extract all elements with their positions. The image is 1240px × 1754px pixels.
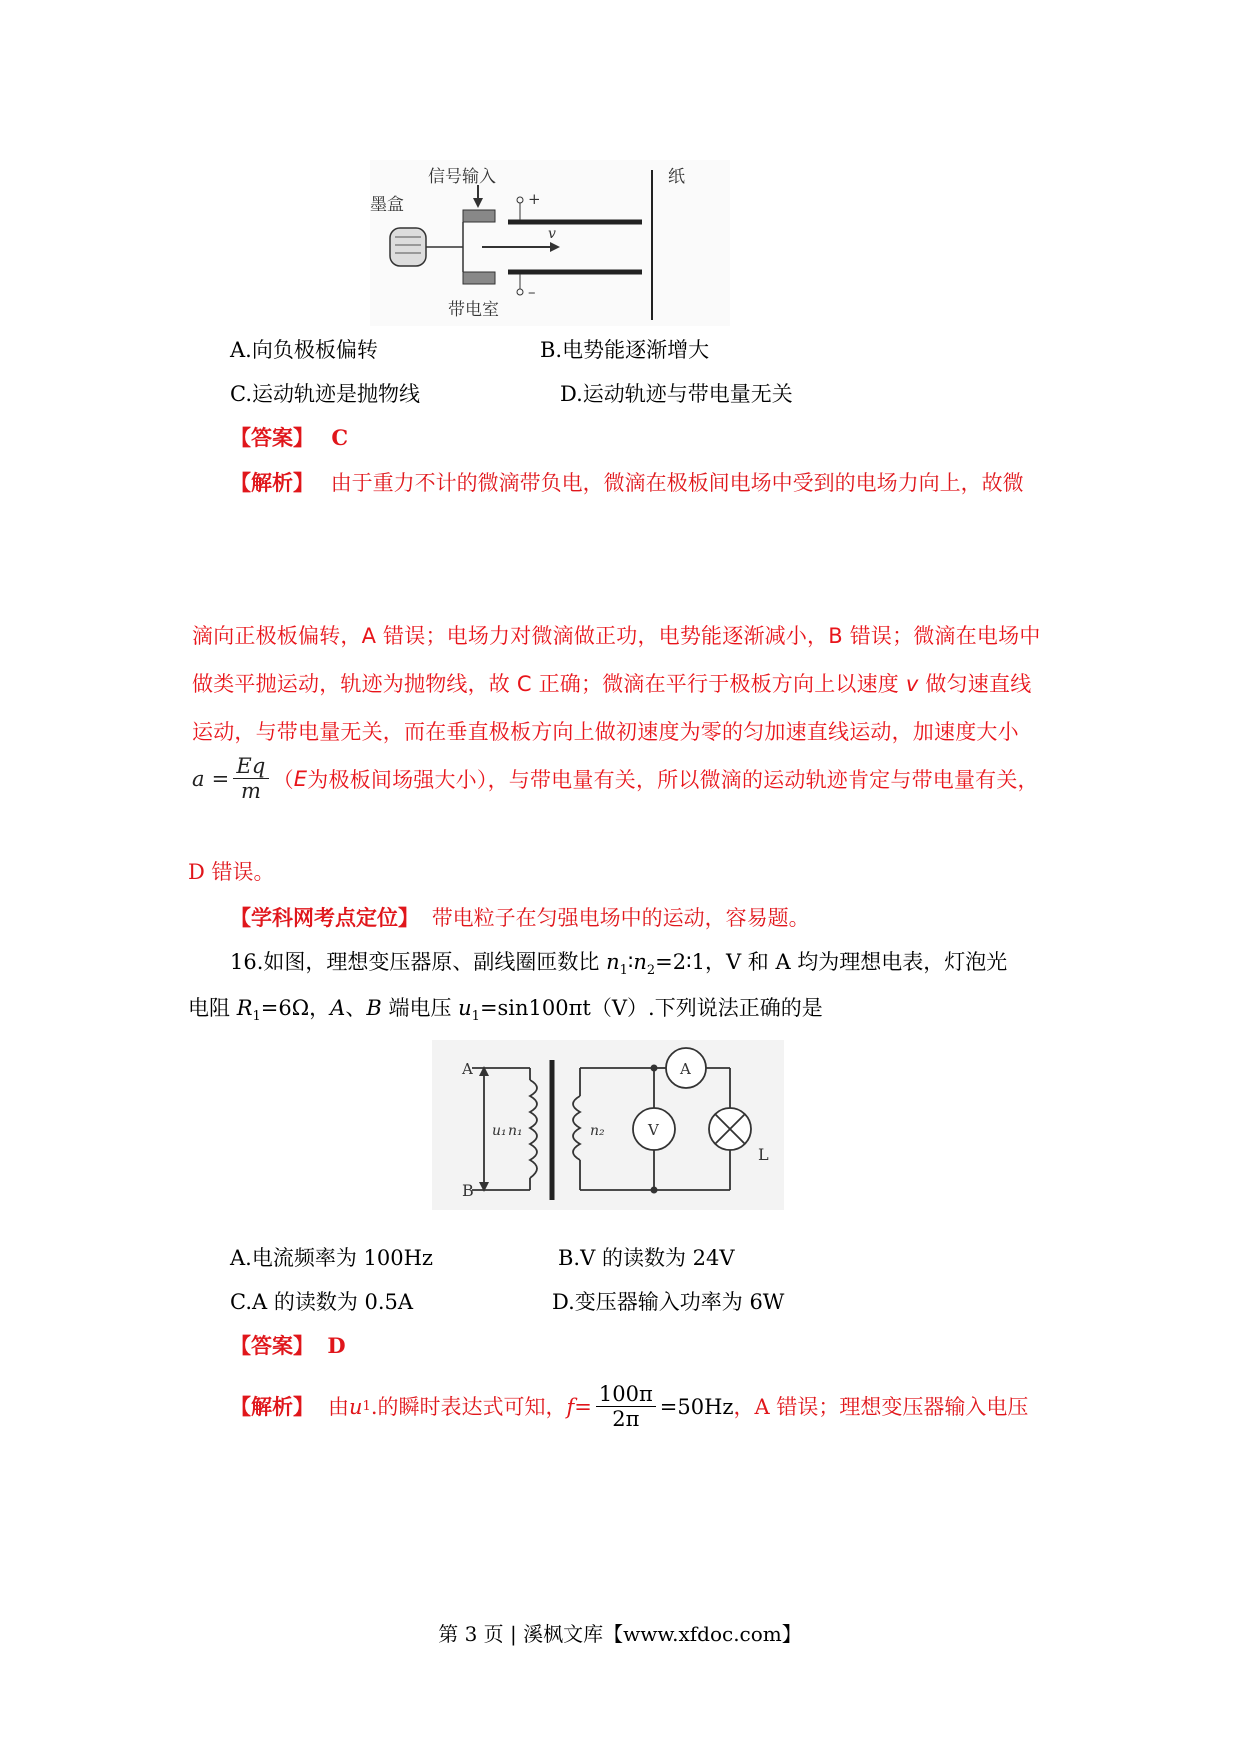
q15-knowledge-point xyxy=(230,904,810,932)
n2-label: n₂ xyxy=(590,1123,605,1139)
scan-line2: 做类平抛运动，轨迹为抛物线，故 C 正确；微滴在平行于极板方向上以速度 v 做匀速直线 xyxy=(192,672,1032,696)
q15-option-d: D.运动轨迹与带电量无关 xyxy=(560,382,793,406)
velocity-label: v xyxy=(548,226,556,242)
answer-value: C xyxy=(331,425,349,450)
paper-label: 纸 xyxy=(668,167,685,187)
answer-value: D xyxy=(327,1333,346,1358)
q15-option-a: A.向负极板偏转 xyxy=(230,338,378,362)
ink-box-label: 墨盒 xyxy=(370,195,404,215)
q16-stem-line1: 16.如图，理想变压器原、副线圈匝数比 $n_1∶n_2=2∶1$，V 和 A 均为理想电表，灯泡光 xyxy=(230,950,1008,979)
inkjet-diagram xyxy=(370,160,730,326)
q16-option-d: D.变压器输入功率为 6W xyxy=(552,1290,785,1314)
plus-label: + xyxy=(528,190,541,208)
u1-label: u₁ xyxy=(492,1123,507,1139)
frequency-fraction: $\frac{100\pi}{2\pi}$ xyxy=(596,1382,656,1431)
analysis-tag: 【解析】 xyxy=(230,1393,314,1419)
charge-chamber-bottom xyxy=(463,272,495,284)
q16-option-c: C.A 的读数为 0.5A xyxy=(230,1290,414,1314)
kp-tag: 【学科网考点定位】 xyxy=(230,905,419,930)
q15-option-b: B.电势能逐渐增大 xyxy=(540,338,710,362)
formula-lhs: a = xyxy=(192,766,230,791)
page-footer: 第 3 页 | 溪枫文库【www.xfdoc.com】 xyxy=(438,1622,802,1646)
voltmeter-label: V xyxy=(648,1121,659,1139)
terminal-b-label: B xyxy=(462,1181,474,1200)
analysis-text: 由于重力不计的微滴带负电，微滴在极板间电场中受到的电场力向上，故微 xyxy=(330,471,1024,495)
scan-line3: 运动，与带电量无关，而在垂直极板方向上做初速度为零的匀加速直线运动，加速度大小 xyxy=(192,720,1019,744)
q15-option-c: C.运动轨迹是抛物线 xyxy=(230,382,420,406)
signal-label: 信号输入 xyxy=(428,167,496,187)
kp-text: 带电粒子在匀强电场中的运动，容易题。 xyxy=(431,906,810,930)
minus-label: – xyxy=(528,283,536,301)
q15-analysis-end: D 错误。 xyxy=(188,860,275,884)
ammeter-label: A xyxy=(680,1060,691,1078)
q15-answer xyxy=(230,424,348,452)
terminal-a-label: A xyxy=(462,1060,473,1078)
charge-chamber-top xyxy=(463,210,495,222)
q16-analysis: 【解析】 由 u 1 .的瞬时表达式可知， f = $\frac{100\pi}{2\pi}$ =50Hz ，A 错误；理想变压器输入电压 xyxy=(230,1382,1029,1431)
q16-option-b: B.V 的读数为 24V xyxy=(558,1246,735,1270)
n1-label: n₁ xyxy=(508,1123,523,1139)
lamp-label: L xyxy=(758,1145,769,1164)
transformer-circuit xyxy=(432,1040,784,1210)
answer-tag: 【答案】 xyxy=(230,425,314,450)
scan-line4: a = $\frac{Eq}{m}$ （ E 为极板间场强大小），与带电量有关，所以微滴的运动轨迹肯定与带电量有关， xyxy=(192,754,1039,803)
q16-stem-line2: 电阻 $R_1=6\Omega$，A、B 端电压 $u_1=\sin 100\pi t(V)$.下列说法正确的是 xyxy=(188,996,823,1025)
scan-line1: 滴向正极板偏转，A 错误；电场力对微滴做正功，电势能逐渐减小，B 错误；微滴在电场中 xyxy=(192,624,1041,648)
charge-room-label: 带电室 xyxy=(448,300,499,320)
transformer-figure xyxy=(432,1040,784,1210)
q15-analysis-line1 xyxy=(230,469,1024,497)
q16-answer xyxy=(230,1332,346,1360)
formula-fraction: $\frac{Eq}{m}$ xyxy=(233,754,268,803)
q16-option-a: A.电流频率为 100Hz xyxy=(230,1246,433,1270)
analysis-tag: 【解析】 xyxy=(230,470,314,495)
inkjet-figure xyxy=(370,160,730,326)
answer-tag: 【答案】 xyxy=(230,1333,314,1358)
ink-box xyxy=(390,228,426,266)
